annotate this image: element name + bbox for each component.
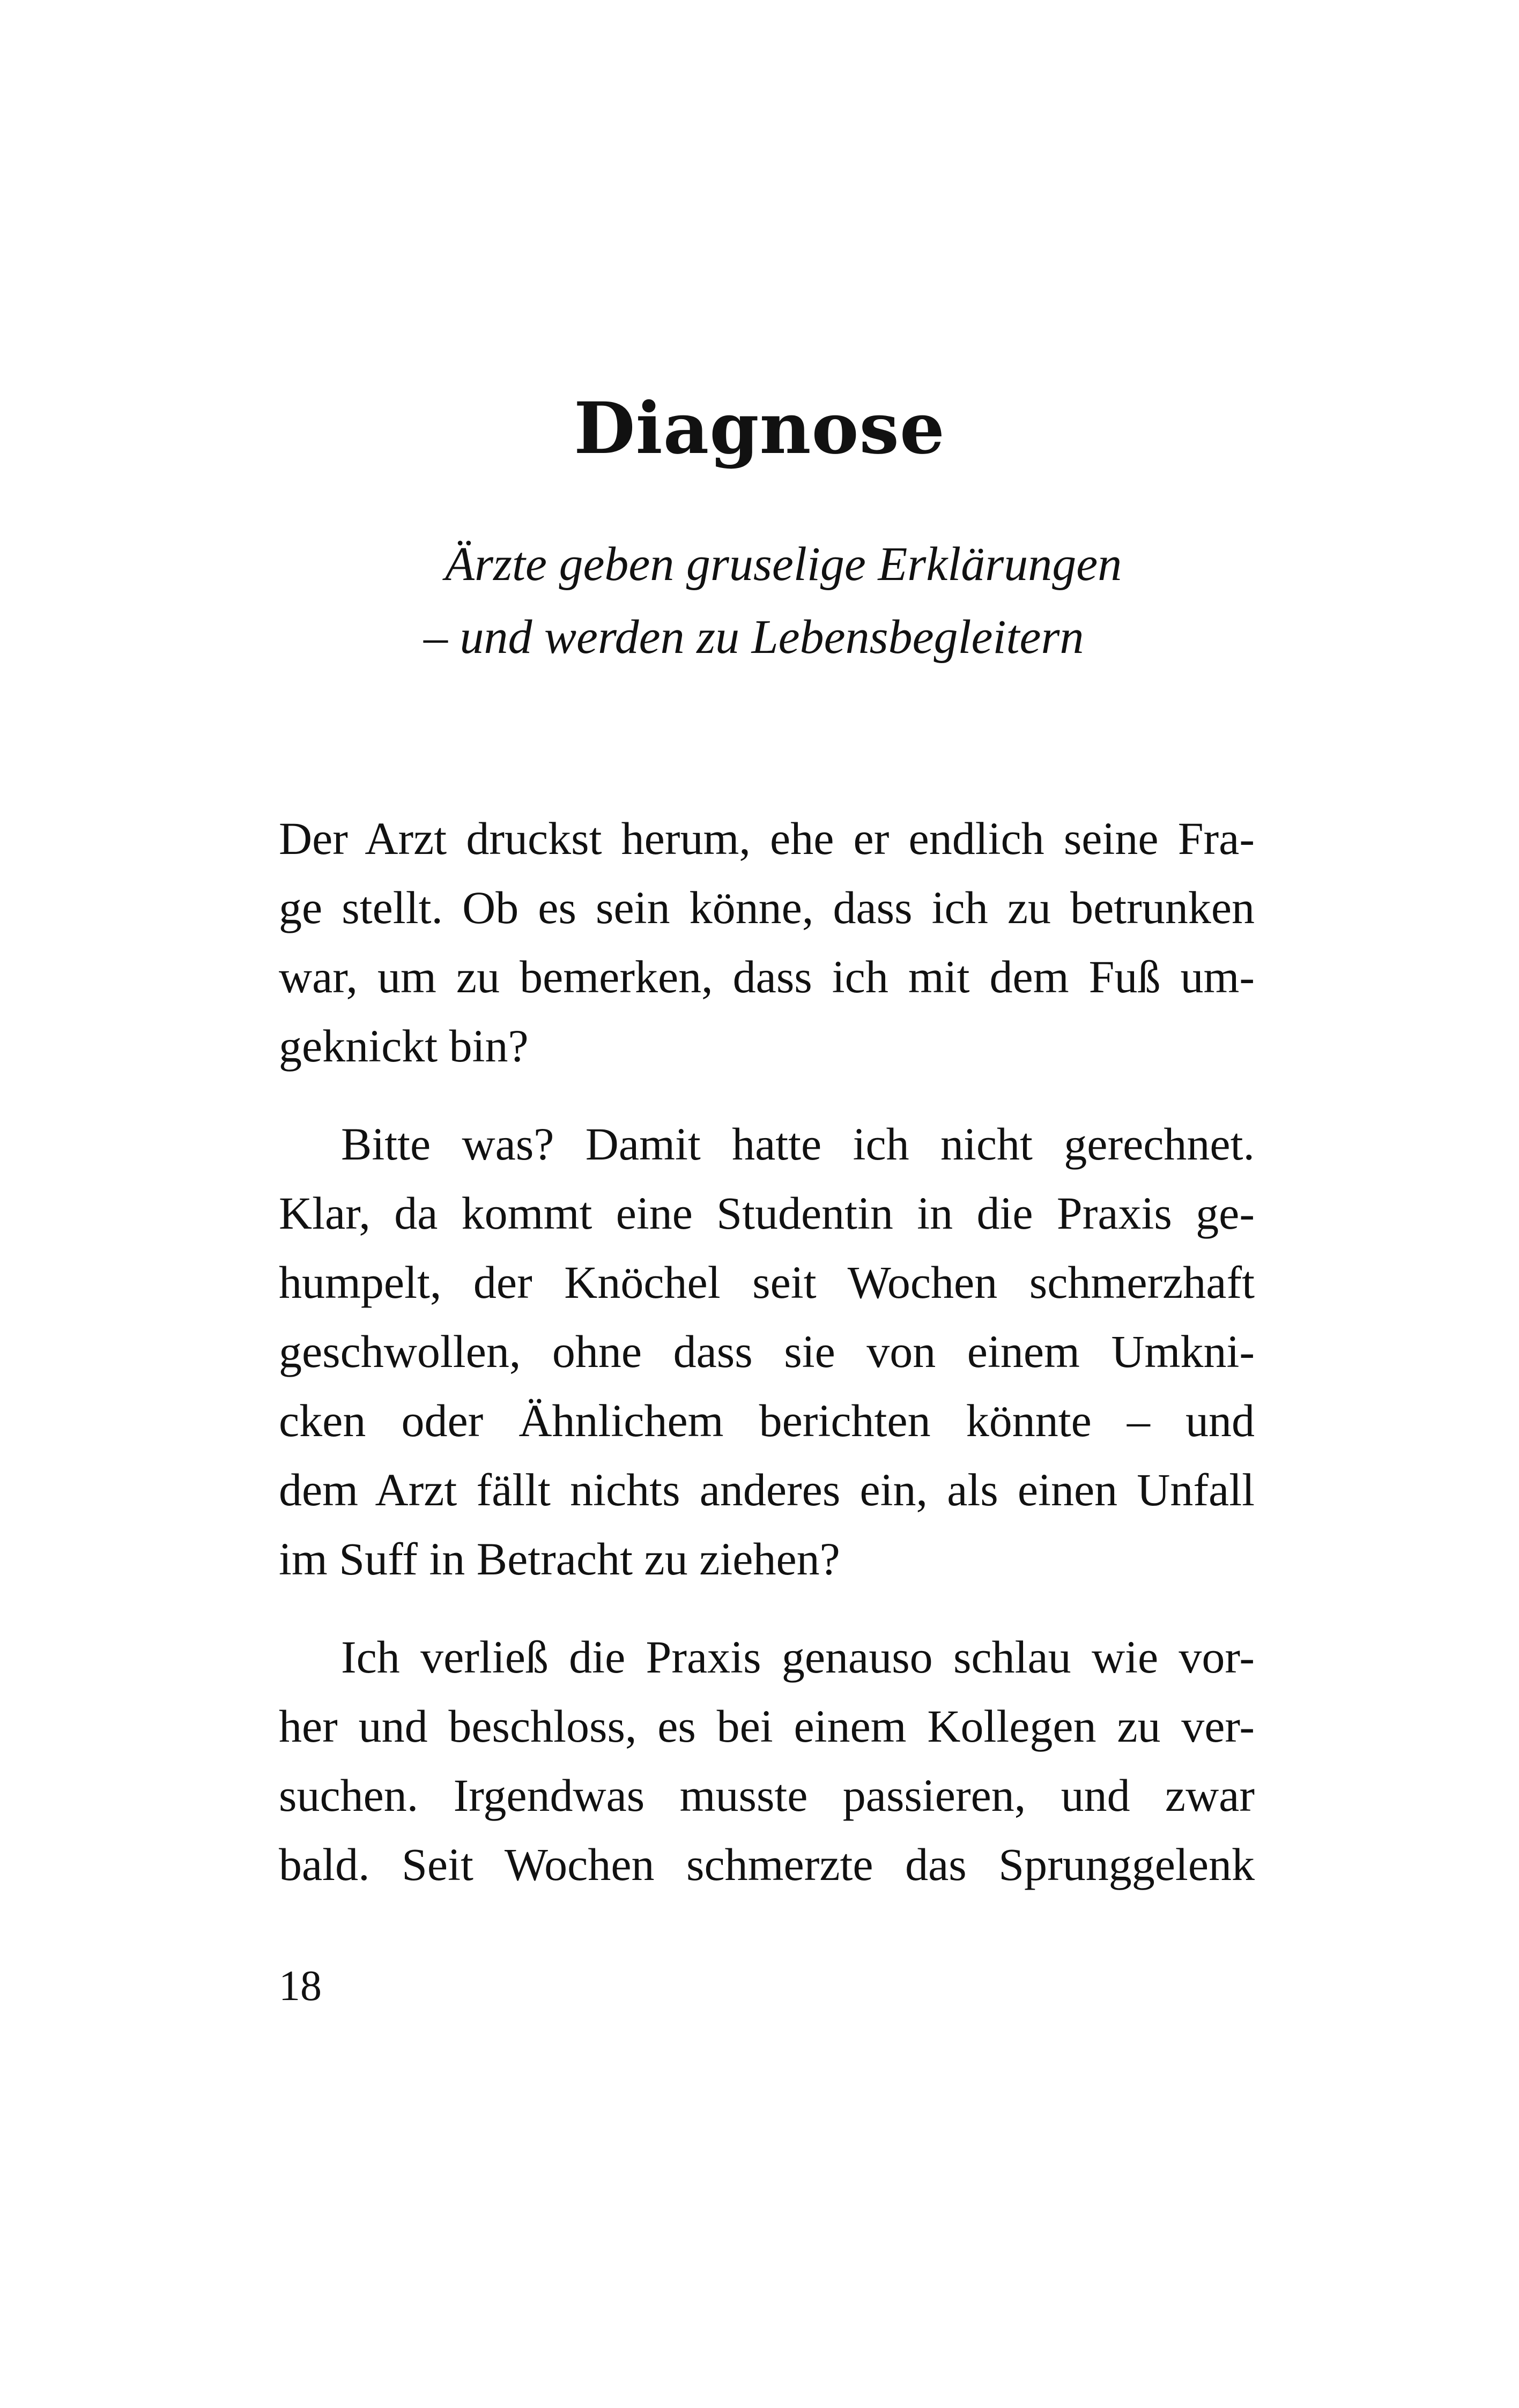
text-line: Ich verließ die Praxis genauso schlau wie vor-: [341, 1631, 1255, 1683]
paragraph: [279, 1623, 1255, 1899]
text-line: Der Arzt druckst herum, ehe er endlich seine Fra-: [279, 813, 1255, 864]
page-number: 18: [279, 1963, 322, 2010]
text-line: bald. Seit Wochen schmerzte das Sprunggelenk: [279, 1839, 1255, 1890]
text-line: Klar, da kommt eine Studentin in die Praxis ge-: [279, 1187, 1255, 1239]
text-line: Bitte was? Damit hatte ich nicht gerechnet.: [341, 1118, 1255, 1170]
text-line: suchen. Irgendwas musste passieren, und zwar: [279, 1770, 1255, 1821]
text-line: humpelt, der Knöchel seit Wochen schmerzhaft: [279, 1257, 1255, 1308]
subtitle-line: – und werden zu Lebensbegleitern: [424, 611, 1084, 664]
paragraph: [279, 804, 1255, 1081]
text-line: war, um zu bemerken, dass ich mit dem Fuß um-: [279, 951, 1255, 1002]
text-line: cken oder Ähnlichem berichten könnte – und: [279, 1395, 1255, 1446]
text-line: geknickt bin?: [279, 1020, 529, 1072]
text-line: im Suff in Betracht zu ziehen?: [279, 1533, 840, 1585]
chapter-subtitle: [424, 528, 1174, 674]
subtitle-line: Ärzte geben gruselige Erklärungen: [445, 538, 1122, 591]
body-text: [279, 804, 1255, 1928]
text-line: ge stellt. Ob es sein könne, dass ich zu betrunken: [279, 882, 1255, 933]
text-line: her und beschloss, es bei einem Kollegen zu ver-: [279, 1700, 1255, 1752]
paragraph: [279, 1110, 1255, 1594]
chapter-title: Diagnose: [574, 387, 945, 470]
text-line: geschwollen, ohne dass sie von einem Umkni-: [279, 1326, 1255, 1377]
text-line: dem Arzt fällt nichts anderes ein, als einen Unfall: [279, 1464, 1255, 1515]
